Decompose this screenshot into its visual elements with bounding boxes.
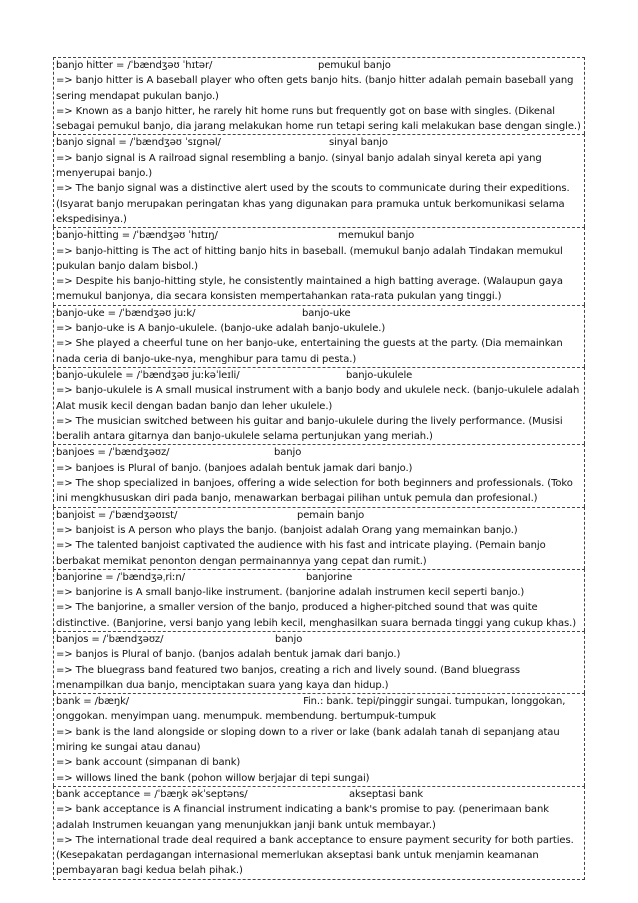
entry-head	[56, 508, 582, 523]
entry-line: => willows lined the bank (pohon willow berjajar di tepi sungai)	[56, 772, 370, 784]
dictionary-entry	[53, 693, 585, 786]
entry-head	[56, 135, 582, 150]
dictionary-entry	[53, 786, 585, 880]
entry-term: banjo-ukulele = /ˈbændʒəʊ juːkəˈleɪli/	[56, 369, 240, 381]
entry-line: => bank acceptance is A financial instrument indicating a bank's promise to pay. (penerimaan bank adalah Instrumen keuangan yang menunjukkan janji bank untuk membayar.)	[56, 804, 549, 831]
entry-translation: banjo-uke	[302, 307, 351, 319]
entry-translation: pemukul banjo	[318, 60, 391, 71]
dictionary-entry	[53, 227, 585, 304]
dictionary-entry	[53, 57, 585, 134]
entry-line: => The banjorine, a smaller version of the banjo, produced a higher-pitched sound that was quite distinctive. (Banjorine, versi banjo yang lebih kecil, menghasilkan suara bernada tinggi yang cukup khas.)	[56, 602, 577, 629]
entry-head	[56, 694, 582, 725]
dictionary-entry	[53, 444, 585, 506]
entry-term: banjo hitter = /ˈbændʒəʊ ˈhɪtər/	[56, 60, 213, 71]
entry-line: => The banjo signal was a distinctive alert used by the scouts to communicate during their expeditions. (Isyarat banjo merupakan peringatan khas yang digunakan para pramuka untuk berkomunikasi selama ekspedisinya.)	[56, 183, 570, 225]
entry-line: => banjo-ukulele is A small musical instrument with a banjo body and ukulele neck. (banjo-ukulele adalah Alat musik kecil dengan badan banjo dan leher ukulele.)	[56, 385, 580, 412]
entry-line: => She played a cheerful tune on her banjo-uke, entertaining the guests at the party. (Dia memainkan nada ceria di banjo-uke-nya, menghibur para tamu di pesta.)	[56, 338, 563, 365]
entry-head	[56, 445, 582, 460]
entry-translation: banjo-ukulele	[346, 369, 413, 381]
entry-line: => banjo-uke is A banjo-ukulele. (banjo-uke adalah banjo-ukulele.)	[56, 323, 386, 335]
entry-term: bank acceptance = /ˈbæŋk əkˈseptəns/	[56, 788, 248, 800]
entry-translation: Fin.: bank. tepi/pinggir sungai. tumpukan, longgokan, onggokan. menyimpan uang. menumpuk. membendung. bertumpuk-tumpuk	[56, 696, 566, 723]
entry-translation: banjo	[275, 633, 303, 645]
entry-line: => banjo signal is A railroad signal resembling a banjo. (sinyal banjo adalah sinyal kereta api yang menyerupai banjo.)	[56, 152, 542, 180]
entry-line: => banjorine is A small banjo-like instrument. (banjorine adalah instrumen kecil seperti banjo.)	[56, 587, 525, 599]
entry-line: => Despite his banjo-hitting style, he consistently maintained a high batting average. (Walaupun gaya memukul banjonya, dia secara konsisten mempertahankan rata-rata pukulan yang tinggi.)	[56, 276, 563, 303]
entry-line: => The international trade deal required a bank acceptance to ensure payment security for both parties. (Kesepakatan perdagangan internasional memerlukan akseptasi bank untuk menjamin keamanan pembayaran bagi kedua belah pihak.)	[56, 834, 574, 877]
entry-translation: sinyal banjo	[329, 137, 388, 149]
entry-head	[56, 787, 582, 802]
entry-term: banjo signal = /ˈbændʒəʊ ˈsɪɡnəl/	[56, 137, 221, 149]
entry-line: => banjo-hitting is The act of hitting banjo hits in baseball. (memukul banjo adalah Tindakan memukul pukulan banjo dalam bisbol.)	[56, 245, 563, 272]
entry-term: banjo-uke = /ˈbændʒəʊ juːk/	[56, 307, 196, 319]
dictionary-entry	[53, 134, 585, 227]
entry-line: => banjoes is Plural of banjo. (banjoes adalah bentuk jamak dari banjo.)	[56, 462, 413, 474]
entry-line: => The shop specialized in banjoes, offering a wide selection for both beginners and professionals. (Toko ini mengkhususkan diri pada banjo, menawarkan berbagai pilihan untuk pemula dan profesional.)	[56, 478, 573, 505]
entry-term: bank = /bæŋk/	[56, 696, 130, 708]
entry-term: banjorine = /ˈbændʒəˌriːn/	[56, 571, 185, 583]
entry-line: => bank is the land alongside or sloping down to a river or lake (bank adalah tanah di sepanjang atau miring ke sungai atau danau)	[56, 726, 560, 754]
entry-line: => banjoist is A person who plays the banjo. (banjoist adalah Orang yang memainkan banjo.)	[56, 524, 518, 536]
entry-head	[56, 368, 582, 383]
entry-line: => The musician switched between his guitar and banjo-ukulele during the lively performance. (Musisi beralih antara gitarnya dan banjo-ukulele selama pertunjukan yang meriah.)	[56, 415, 563, 443]
entry-term: banjo-hitting = /ˈbændʒəʊ ˈhɪtɪŋ/	[56, 230, 218, 242]
entry-translation: banjorine	[306, 571, 353, 583]
entry-line: => banjos is Plural of banjo. (banjos adalah bentuk jamak dari banjo.)	[56, 649, 401, 661]
entry-line: => banjo hitter is A baseball player who often gets banjo hits. (banjo hitter adalah pemain baseball yang sering mendapat pukulan banjo.)	[56, 75, 574, 102]
entry-term: banjoes = /ˈbændʒəʊz/	[56, 447, 170, 459]
entry-translation: memukul banjo	[338, 230, 415, 242]
entry-head	[56, 306, 582, 321]
entry-line: => The bluegrass band featured two banjos, creating a rich and lively sound. (Band bluegrass menampilkan dua banjo, menciptakan suara yang kaya dan hidup.)	[56, 664, 520, 691]
dictionary-entries	[53, 57, 585, 880]
entry-head	[56, 58, 582, 73]
dictionary-entry	[53, 367, 585, 444]
entry-term: banjoist = /ˈbændʒəʊɪst/	[56, 509, 178, 521]
entry-head	[56, 570, 582, 585]
entry-term: banjos = /ˈbændʒəʊz/	[56, 633, 164, 645]
entry-head	[56, 632, 582, 647]
entry-head	[56, 228, 582, 243]
dictionary-entry	[53, 507, 585, 569]
dictionary-entry	[53, 305, 585, 367]
entry-translation: banjo	[274, 447, 302, 459]
entry-translation: pemain banjo	[297, 509, 365, 521]
entry-line: => The talented banjoist captivated the audience with his fast and intricate playing. (Pemain banjo berbakat memikat penonton dengan permainannya yang cepat dan rumit.)	[56, 540, 546, 567]
entry-translation: akseptasi bank	[349, 788, 424, 800]
dictionary-entry	[53, 631, 585, 693]
entry-line: => Known as a banjo hitter, he rarely hit home runs but frequently got on base with singles. (Dikenal sebagai pemukul banjo, dia jarang melakukan home run tetapi sering kali melakukan base dengan single.)	[56, 105, 581, 133]
entry-line: => bank account (simpanan di bank)	[56, 757, 241, 769]
dictionary-entry	[53, 569, 585, 631]
